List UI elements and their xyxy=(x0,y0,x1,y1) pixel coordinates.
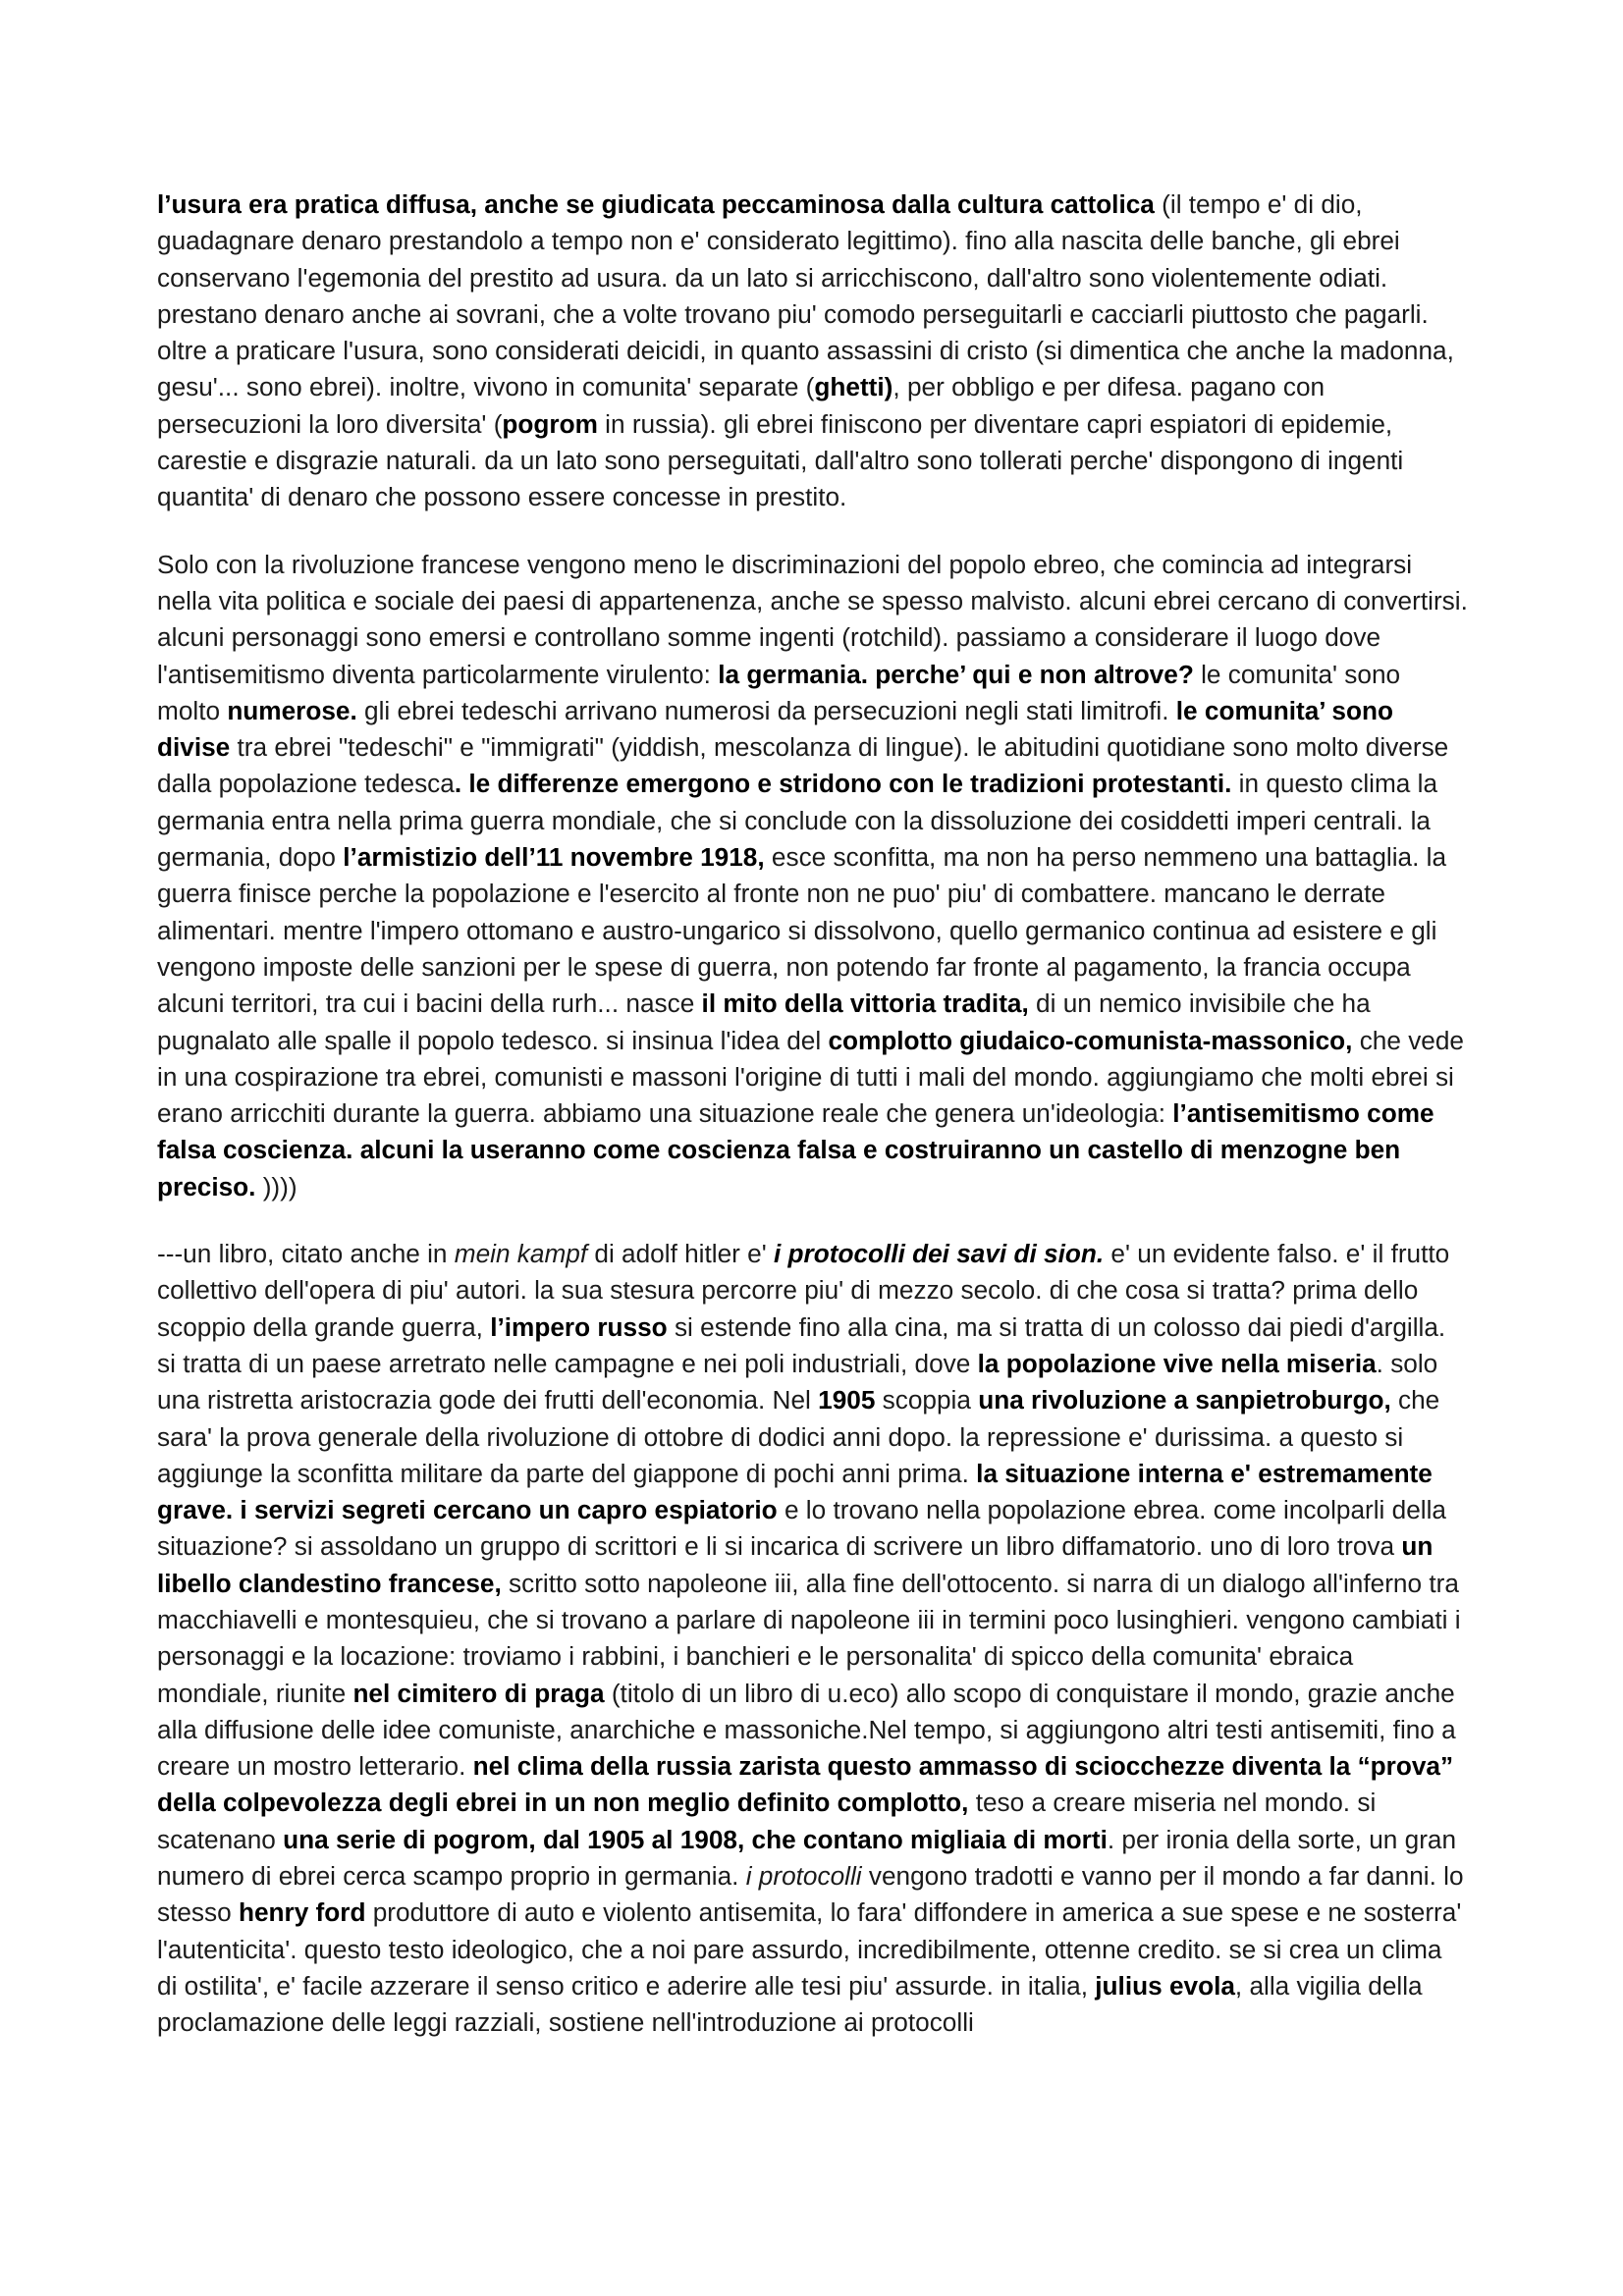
bold-text: una serie di pogrom, dal 1905 al 1908, che contano migliaia di morti xyxy=(283,1824,1108,1854)
text-run: tra ebrei "tedeschi" e "immigrati" (yiddish, mescolanza di lingue). le abitudini quotidiane sono molto diverse dalla popolazione tedesca xyxy=(157,732,1449,799)
text-run: , per obbligo e per difesa. pagano con persecuzioni la loro diversita' ( xyxy=(157,372,1325,439)
bold-text: la popolazione vive nella miseria xyxy=(977,1348,1377,1378)
text-run: teso a creare miseria nel mondo. si scatenano xyxy=(157,1788,1377,1854)
bold-text: ghetti) xyxy=(814,372,893,402)
document-page xyxy=(157,187,1469,2072)
bold-text: una rivoluzione a sanpietroburgo, xyxy=(978,1385,1391,1415)
bold-italic-text: i protocolli dei savi di sion. xyxy=(774,1239,1105,1269)
text-run: Solo con la rivoluzione francese vengono meno le discriminazioni del popolo ebreo, che comincia ad integrarsi nella vita politica e sociale dei paesi di appartenenza, anche se spesso malvisto. alcuni ebrei cercano di convertirsi. alcuni personaggi sono emersi e controllano somme ingenti (rotchild). passiamo a considerare il luogo dove l'antisemitismo diventa particolarmente virulento: xyxy=(157,549,1468,689)
bold-text: la situazione interna e' estremamente grave. i servizi segreti cercano un capro espiatorio xyxy=(157,1458,1433,1525)
text-run: . per ironia della sorte, un gran numero di ebrei cerca scampo proprio in germania. xyxy=(157,1824,1457,1892)
bold-text: l’impero russo xyxy=(490,1311,668,1342)
text-run: e lo trovano nella popolazione ebrea. come incolparli della situazione? si assoldano un gruppo di scrittori e li si incarica di scrivere un libro diffamatorio. uno di loro trova xyxy=(157,1495,1446,1562)
text-run: )))) xyxy=(255,1171,298,1201)
bold-text: la germania. perche’ qui e non altrove? xyxy=(718,659,1194,689)
italic-text: i protocolli xyxy=(745,1861,862,1892)
bold-text: complotto giudaico-comunista-massonico, xyxy=(828,1025,1353,1055)
text-run: , alla vigilia della proclamazione delle leggi razziali, sostiene nell'introduzione ai protocolli xyxy=(157,1970,1423,2038)
bold-text: il mito della vittoria tradita, xyxy=(701,988,1029,1019)
text-run: scoppia xyxy=(875,1385,979,1415)
bold-text: l’antisemitismo come falsa coscienza. alcuni la useranno come coscienza falsa e costruiranno un castello di menzogne ben preciso. xyxy=(157,1098,1434,1201)
bold-text: numerose. xyxy=(227,695,357,725)
text-run: gli ebrei tedeschi arrivano numerosi da persecuzioni negli stati limitrofi. xyxy=(356,695,1176,725)
bold-text: . le differenze emergono e stridono con le tradizioni protestanti. xyxy=(454,769,1232,799)
bold-text: l’armistizio dell’11 novembre 1918, xyxy=(343,842,765,873)
text-run: . solo una ristretta aristocrazia gode dei frutti dell'economia. Nel xyxy=(157,1348,1438,1415)
text-run: esce sconfitta, ma non ha perso nemmeno una battaglia. la guerra finisce perche la popolazione e l'esercito al fronte non ne puo' piu' di combattere. mancano le derrate alimentari. mentre l'impero ottomano e austro-ungarico si dissolvono, quello germanico continua ad esistere e gli vengono imposte delle sanzioni per le spese di guerra, non potendo far fronte al pagamento, la francia occupa alcuni territori, tra cui i bacini della rurh... nasce xyxy=(157,842,1447,1019)
text-run: che sara' la prova generale della rivoluzione di ottobre di dodici anni dopo. la repressione e' durissima. a questo si aggiunge la sconfitta militare da parte del giappone di pochi anni prima. xyxy=(157,1385,1440,1488)
text-run: vengono tradotti e vanno per il mondo a far danni. lo stesso xyxy=(157,1861,1464,1928)
bold-text: julius evola xyxy=(1095,1970,1235,2001)
text-run: di adolf hitler e' xyxy=(587,1239,774,1269)
text-run: ---un libro, citato anche in xyxy=(157,1239,455,1269)
bold-text: l’usura era pratica diffusa, anche se giudicata peccaminosa dalla cultura cattolica xyxy=(157,189,1155,219)
bold-text: nel cimitero di praga xyxy=(352,1678,605,1708)
text-run: (titolo di un libro di u.eco) allo scopo di conquistare il mondo, grazie anche alla diffusione delle idee comuniste, anarchiche e massoniche.Nel tempo, si aggiungono altri testi antisemiti, fino a creare un mostro letterario. xyxy=(157,1678,1456,1782)
text-run: in russia). gli ebrei finiscono per diventare capri espiatori di epidemie, carestie e disgrazie naturali. da un lato sono perseguitati, dall'altro sono tollerati perche' dispongono di ingenti quantita' di denaro che possono essere concesse in prestito. xyxy=(157,408,1404,512)
paragraph-protocolli xyxy=(157,1236,1469,2042)
bold-text: le comunita’ sono divise xyxy=(157,695,1393,763)
text-run: (il tempo e' di dio, guadagnare denaro prestandolo a tempo non e' considerato legittimo). fino alla nascita delle banche, gli ebrei conservano l'egemonia del prestito ad usura. da un lato si arricchiscono, dall'altro sono violentemente odiati. prestano denaro anche ai sovrani, che a volte trovano piu' comodo perseguitarli e cacciarli piuttosto che pagarli. oltre a praticare l'usura, sono considerati deicidi, in quanto assassini di cristo (si dimentica che anche la madonna, gesu'... sono ebrei). inoltre, vivono in comunita' separate ( xyxy=(157,189,1454,402)
italic-text: mein kampf xyxy=(454,1239,588,1269)
bold-text: nel clima della russia zarista questo ammasso di sciocchezze diventa la “prova” della colpevolezza degli ebrei in un non meglio definito complotto, xyxy=(157,1751,1454,1818)
bold-text: henry ford xyxy=(238,1897,366,1928)
bold-text: 1905 xyxy=(818,1385,876,1415)
text-run: produttore di auto e violento antisemita, lo fara' diffondere in america a sue spese e ne sosterra' l'autenticita'. questo testo ideologico, che a noi pare assurdo, incredibilmente, ottenne credito. se si crea un clima di ostilita', e' facile azzerare il senso critico e aderire alle tesi piu' assurde. in italia, xyxy=(157,1897,1462,2001)
text-run: scritto sotto napoleone iii, alla fine dell'ottocento. si narra di un dialogo all'inferno tra macchiavelli e montesquieu, che si trovano a parlare di napoleone iii in termini poco lusinghieri. vengono cambiati i personaggi e la locazione: troviamo i rabbini, i banchieri e le personalita' di spicco della comunita' ebraica mondiale, riunite xyxy=(157,1568,1461,1708)
bold-text: pogrom xyxy=(502,408,598,439)
text-run: si estende fino alla cina, ma si tratta di un colosso dai piedi d'argilla. si tratta di un paese arretrato nelle campagne e nei poli industriali, dove xyxy=(157,1311,1446,1378)
text-run: che vede in una cospirazione tra ebrei, comunisti e massoni l'origine di tutti i mali del mondo. aggiungiamo che molti ebrei si erano arricchiti durante la guerra. abbiamo una situazione reale che genera un'ideologia: xyxy=(157,1025,1464,1129)
text-run: di un nemico invisibile che ha pugnalato alle spalle il popolo tedesco. si insinua l'idea del xyxy=(157,988,1371,1055)
text-run: in questo clima la germania entra nella prima guerra mondiale, che si conclude con la dissoluzione dei cosiddetti imperi centrali. la germania, dopo xyxy=(157,769,1438,873)
text-run: e' un evidente falso. e' il frutto collettivo dell'opera di piu' autori. la sua stesura percorre piu' di mezzo secolo. di che cosa si tratta? prima dello scoppio della grande guerra, xyxy=(157,1239,1450,1342)
paragraph-usura xyxy=(157,187,1469,516)
text-run: le comunita' sono molto xyxy=(157,659,1401,725)
paragraph-germania xyxy=(157,547,1469,1205)
bold-text: un libello clandestino francese, xyxy=(157,1531,1434,1598)
